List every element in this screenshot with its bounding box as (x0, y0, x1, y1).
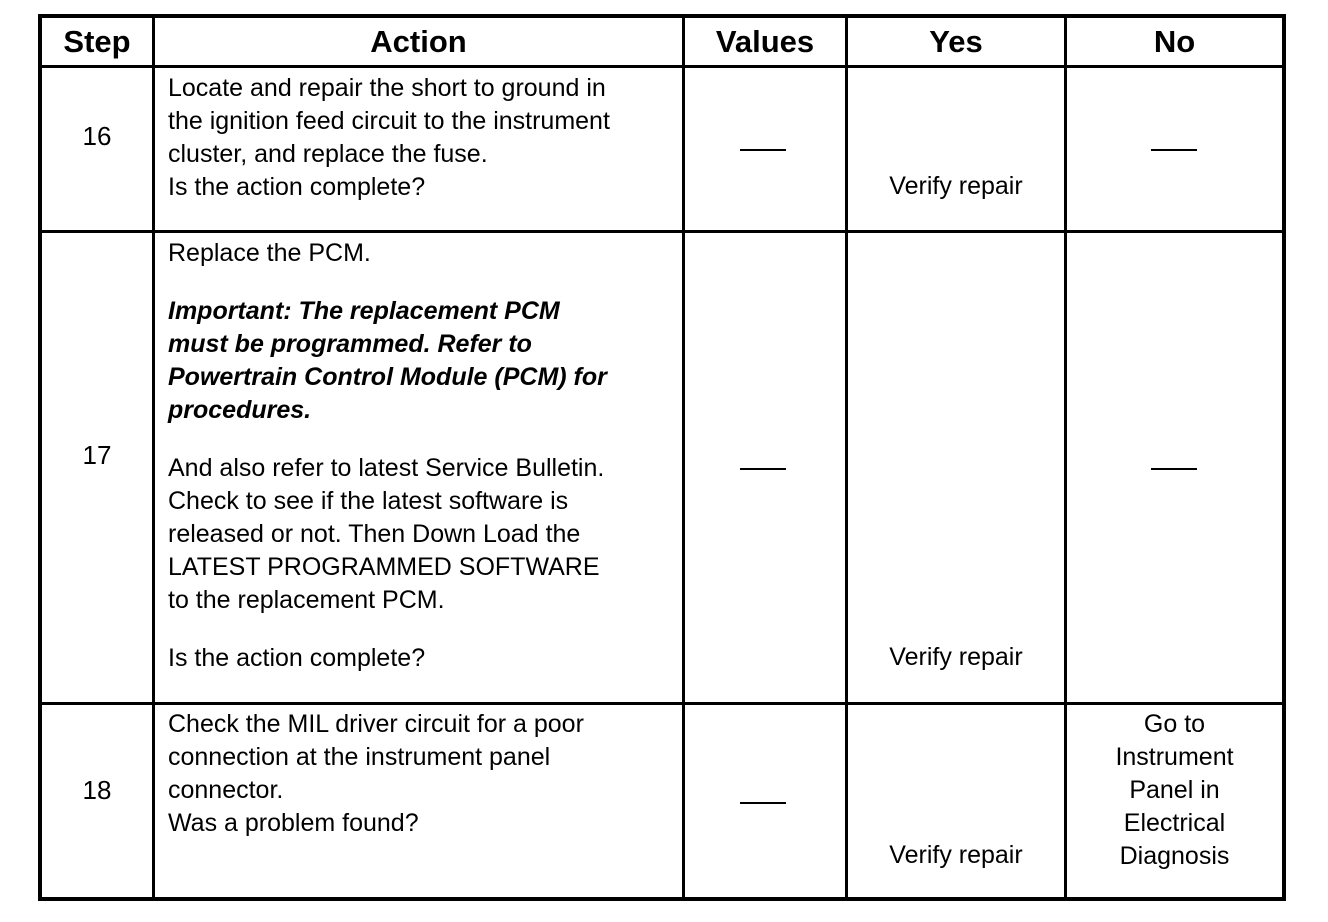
yes-result: Verify repair (889, 643, 1023, 671)
row-divider (42, 230, 1282, 233)
step-number: 16 (82, 120, 112, 151)
step-number: 17 (82, 439, 112, 470)
step-number: 18 (82, 774, 112, 805)
yes-result: Verify repair (889, 841, 1023, 869)
action-line: connection at the instrument panel (168, 743, 551, 771)
action-line: Check to see if the latest software is (168, 487, 569, 515)
no-result-line: Electrical (1123, 809, 1226, 837)
action-line: to the replacement PCM. (168, 586, 445, 614)
action-line: Is the action complete? (168, 173, 426, 201)
header-no: No (1153, 23, 1196, 59)
action-line: And also refer to latest Service Bulletin. (168, 454, 605, 482)
yes-cell (848, 641, 1064, 674)
action-question: Is the action complete? (168, 644, 426, 672)
column-divider (845, 18, 848, 897)
no-dash (1151, 149, 1197, 151)
no-dash (1151, 468, 1197, 470)
no-result-line: Go to (1143, 710, 1206, 738)
diagnostic-table (38, 14, 1286, 901)
header-action: Action (370, 23, 467, 59)
important-note-line: Important: The replacement PCM (168, 297, 560, 325)
action-line: Check the MIL driver circuit for a poor (168, 710, 584, 738)
action-line: Locate and repair the short to ground in (168, 74, 606, 102)
action-line: released or not. Then Down Load the (168, 520, 581, 548)
column-divider (682, 18, 685, 897)
header-yes: Yes (929, 23, 983, 59)
action-line: Replace the PCM. (168, 239, 371, 267)
action-line: the ignition feed circuit to the instrument (168, 107, 610, 135)
action-cell (168, 237, 678, 675)
row-divider (42, 65, 1282, 68)
values-dash (740, 802, 786, 804)
values-dash (740, 149, 786, 151)
no-cell (1067, 708, 1282, 873)
values-dash (740, 468, 786, 470)
action-line: LATEST PROGRAMMED SOFTWARE (168, 553, 600, 581)
action-cell (168, 708, 678, 840)
important-note-line: Powertrain Control Module (PCM) for (168, 363, 607, 391)
column-divider (152, 18, 155, 897)
no-result-line: Instrument (1115, 743, 1234, 771)
action-line: connector. (168, 776, 284, 804)
important-note-line: must be programmed. Refer to (168, 330, 532, 358)
yes-result: Verify repair (889, 172, 1023, 200)
row-divider (42, 702, 1282, 705)
action-cell (168, 72, 678, 204)
action-line: cluster, and replace the fuse. (168, 140, 488, 168)
header-step: Step (63, 23, 131, 59)
header-values: Values (715, 23, 815, 59)
important-note-line: procedures. (168, 396, 312, 424)
no-result-line: Diagnosis (1119, 842, 1230, 870)
action-line: Was a problem found? (168, 809, 419, 837)
no-result-line: Panel in (1129, 776, 1220, 804)
yes-cell (848, 170, 1064, 203)
yes-cell (848, 839, 1064, 872)
